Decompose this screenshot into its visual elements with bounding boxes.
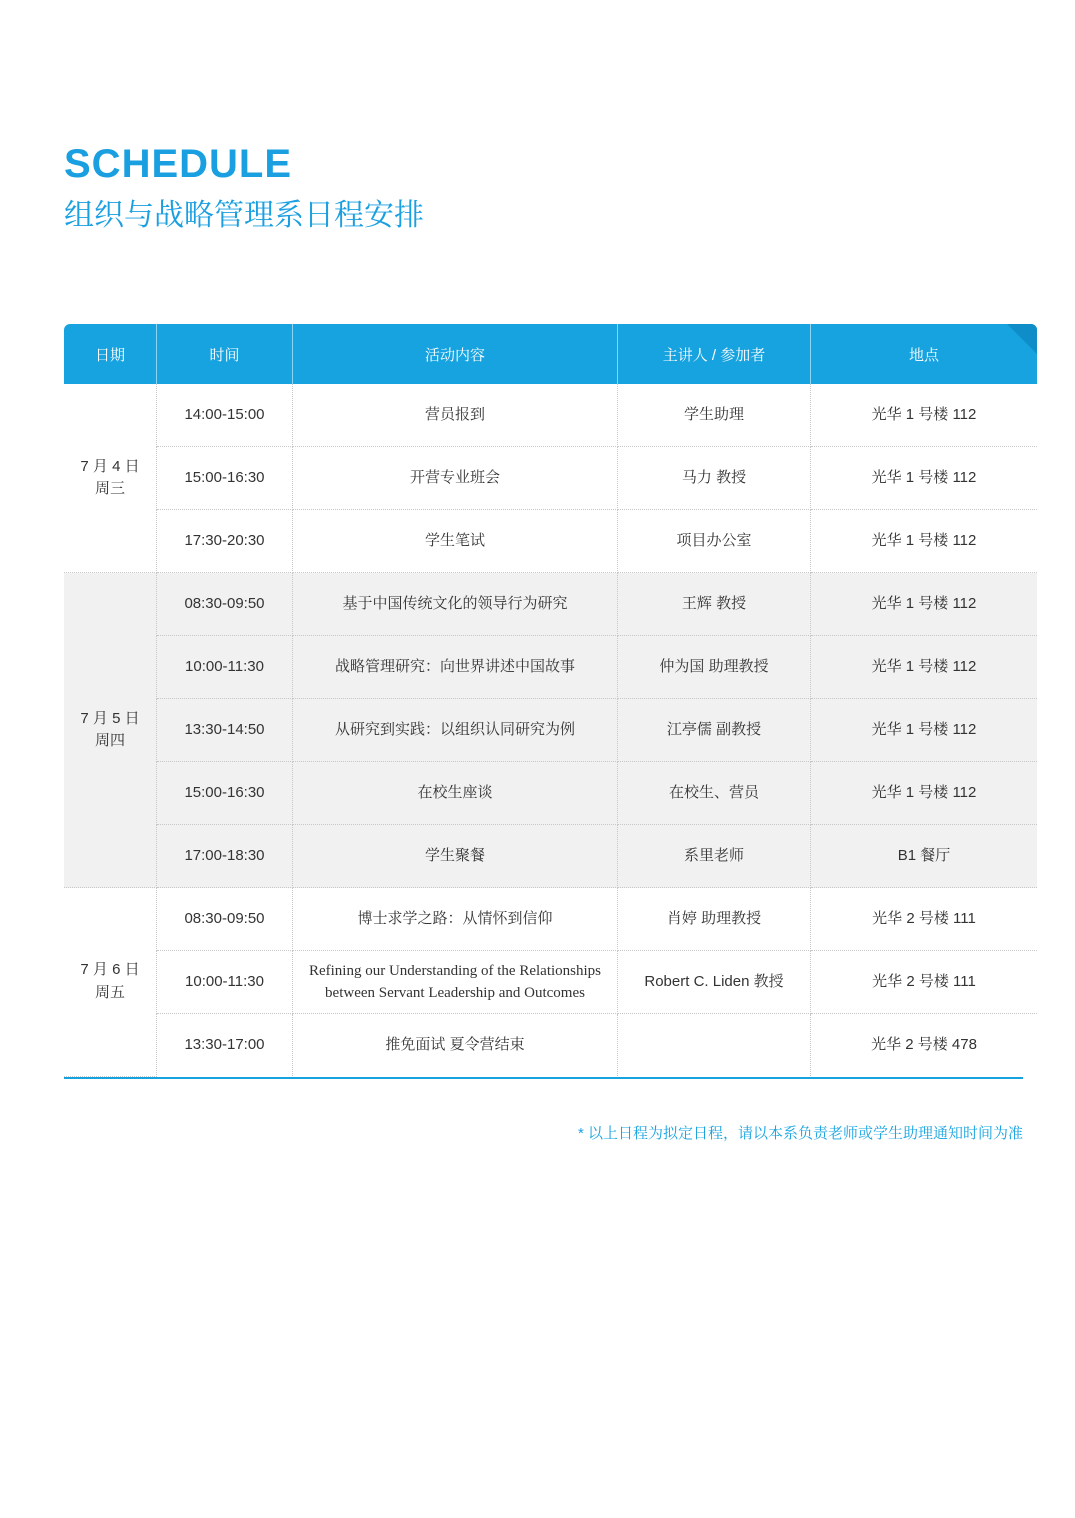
cell-content: 基于中国传统文化的领导行为研究 bbox=[293, 573, 618, 636]
column-header-speaker: 主讲人 / 参加者 bbox=[618, 324, 811, 384]
table-row bbox=[64, 825, 1037, 888]
schedule-table bbox=[64, 324, 1037, 1077]
cell-content: 营员报到 bbox=[293, 384, 618, 447]
cell-content: 战略管理研究：向世界讲述中国故事 bbox=[293, 636, 618, 699]
cell-time: 17:30-20:30 bbox=[157, 510, 293, 573]
cell-place: 光华 1 号楼 112 bbox=[811, 447, 1038, 510]
title-chinese: 组织与战略管理系日程安排 bbox=[64, 199, 424, 232]
cell-time: 14:00-15:00 bbox=[157, 384, 293, 447]
date-cell bbox=[64, 573, 157, 888]
cell-place: 光华 1 号楼 112 bbox=[811, 384, 1038, 447]
cell-place: 光华 1 号楼 112 bbox=[811, 636, 1038, 699]
cell-time: 13:30-17:00 bbox=[157, 1014, 293, 1077]
column-header-time: 时间 bbox=[157, 324, 293, 384]
date-line-1: 7 月 6 日 bbox=[80, 961, 140, 979]
cell-content: 学生笔试 bbox=[293, 510, 618, 573]
cell-content: 博士求学之路：从情怀到信仰 bbox=[293, 888, 618, 951]
cell-place: 光华 2 号楼 111 bbox=[811, 951, 1038, 1014]
page-title bbox=[64, 140, 424, 238]
footnote: * 以上日程为拟定日程，请以本系负责老师或学生助理通知时间为准 bbox=[577, 1125, 1023, 1142]
cell-speaker: 肖婷 助理教授 bbox=[618, 888, 811, 951]
cell-place: 光华 1 号楼 112 bbox=[811, 510, 1038, 573]
table-row bbox=[64, 888, 1037, 951]
title-english: SCHEDULE bbox=[64, 142, 293, 186]
date-cell bbox=[64, 888, 157, 1077]
date-line-2: 周三 bbox=[94, 480, 125, 497]
cell-content: 从研究到实践：以组织认同研究为例 bbox=[293, 699, 618, 762]
table-body bbox=[64, 384, 1037, 1076]
cell-place: 光华 1 号楼 112 bbox=[811, 762, 1038, 825]
column-header-date: 日期 bbox=[64, 324, 157, 384]
cell-place: 光华 1 号楼 112 bbox=[811, 573, 1038, 636]
table-row bbox=[64, 573, 1037, 636]
table-row bbox=[64, 762, 1037, 825]
cell-time: 17:00-18:30 bbox=[157, 825, 293, 888]
cell-speaker: 仲为国 助理教授 bbox=[618, 636, 811, 699]
cell-place: 光华 1 号楼 112 bbox=[811, 699, 1038, 762]
date-line-2: 周四 bbox=[94, 732, 125, 749]
table-bottom-rule bbox=[64, 1077, 1023, 1079]
cell-speaker: 马力 教授 bbox=[618, 447, 811, 510]
cell-place: 光华 2 号楼 111 bbox=[811, 888, 1038, 951]
cell-speaker: 系里老师 bbox=[618, 825, 811, 888]
date-line-1: 7 月 4 日 bbox=[80, 457, 140, 475]
table-row bbox=[64, 510, 1037, 573]
date-line-2: 周五 bbox=[94, 983, 125, 1001]
date-line-1: 7 月 5 日 bbox=[80, 709, 140, 727]
cell-speaker: Robert C. Liden 教授 bbox=[618, 951, 811, 1014]
table-row bbox=[64, 1014, 1037, 1077]
cell-content: 在校生座谈 bbox=[293, 762, 618, 825]
table-row bbox=[64, 384, 1037, 447]
cell-place: 光华 2 号楼 478 bbox=[871, 1035, 977, 1053]
table-row bbox=[64, 636, 1037, 699]
schedule-table-wrap bbox=[64, 324, 1023, 1079]
cell-speaker: 学生助理 bbox=[618, 384, 811, 447]
cell-speaker: 王辉 教授 bbox=[618, 573, 811, 636]
column-header-place-label: 地点 bbox=[908, 346, 939, 364]
cell-content: Refining our Understanding of the Relationships between Servant Leadership and Outcomes bbox=[293, 951, 618, 1014]
cell-time: 13:30-14:50 bbox=[157, 699, 293, 762]
cell-speaker: 江亭儒 副教授 bbox=[618, 699, 811, 762]
cell-time: 08:30-09:50 bbox=[157, 573, 293, 636]
cell-time: 10:00-11:30 bbox=[157, 951, 293, 1014]
table-row bbox=[64, 699, 1037, 762]
cell-time: 10:00-11:30 bbox=[157, 636, 293, 699]
cell-time: 08:30-09:50 bbox=[157, 888, 293, 951]
cell-time: 15:00-16:30 bbox=[157, 762, 293, 825]
cell-speaker bbox=[618, 1014, 811, 1077]
cell-speaker: 项目办公室 bbox=[618, 510, 811, 573]
cell-time: 15:00-16:30 bbox=[157, 447, 293, 510]
cell-place: B1 餐厅 bbox=[811, 825, 1038, 888]
cell-speaker: 在校生、营员 bbox=[618, 762, 811, 825]
table-header bbox=[64, 324, 1037, 384]
table-row bbox=[64, 951, 1037, 1014]
corner-fold-icon bbox=[1007, 324, 1037, 354]
cell-content: 推免面试 夏令营结束 bbox=[293, 1014, 618, 1077]
cell-content: 学生聚餐 bbox=[293, 825, 618, 888]
date-cell bbox=[64, 384, 157, 573]
table-row bbox=[64, 447, 1037, 510]
cell-content: 开营专业班会 bbox=[293, 447, 618, 510]
column-header-content: 活动内容 bbox=[293, 324, 618, 384]
column-header-place bbox=[811, 324, 1038, 384]
